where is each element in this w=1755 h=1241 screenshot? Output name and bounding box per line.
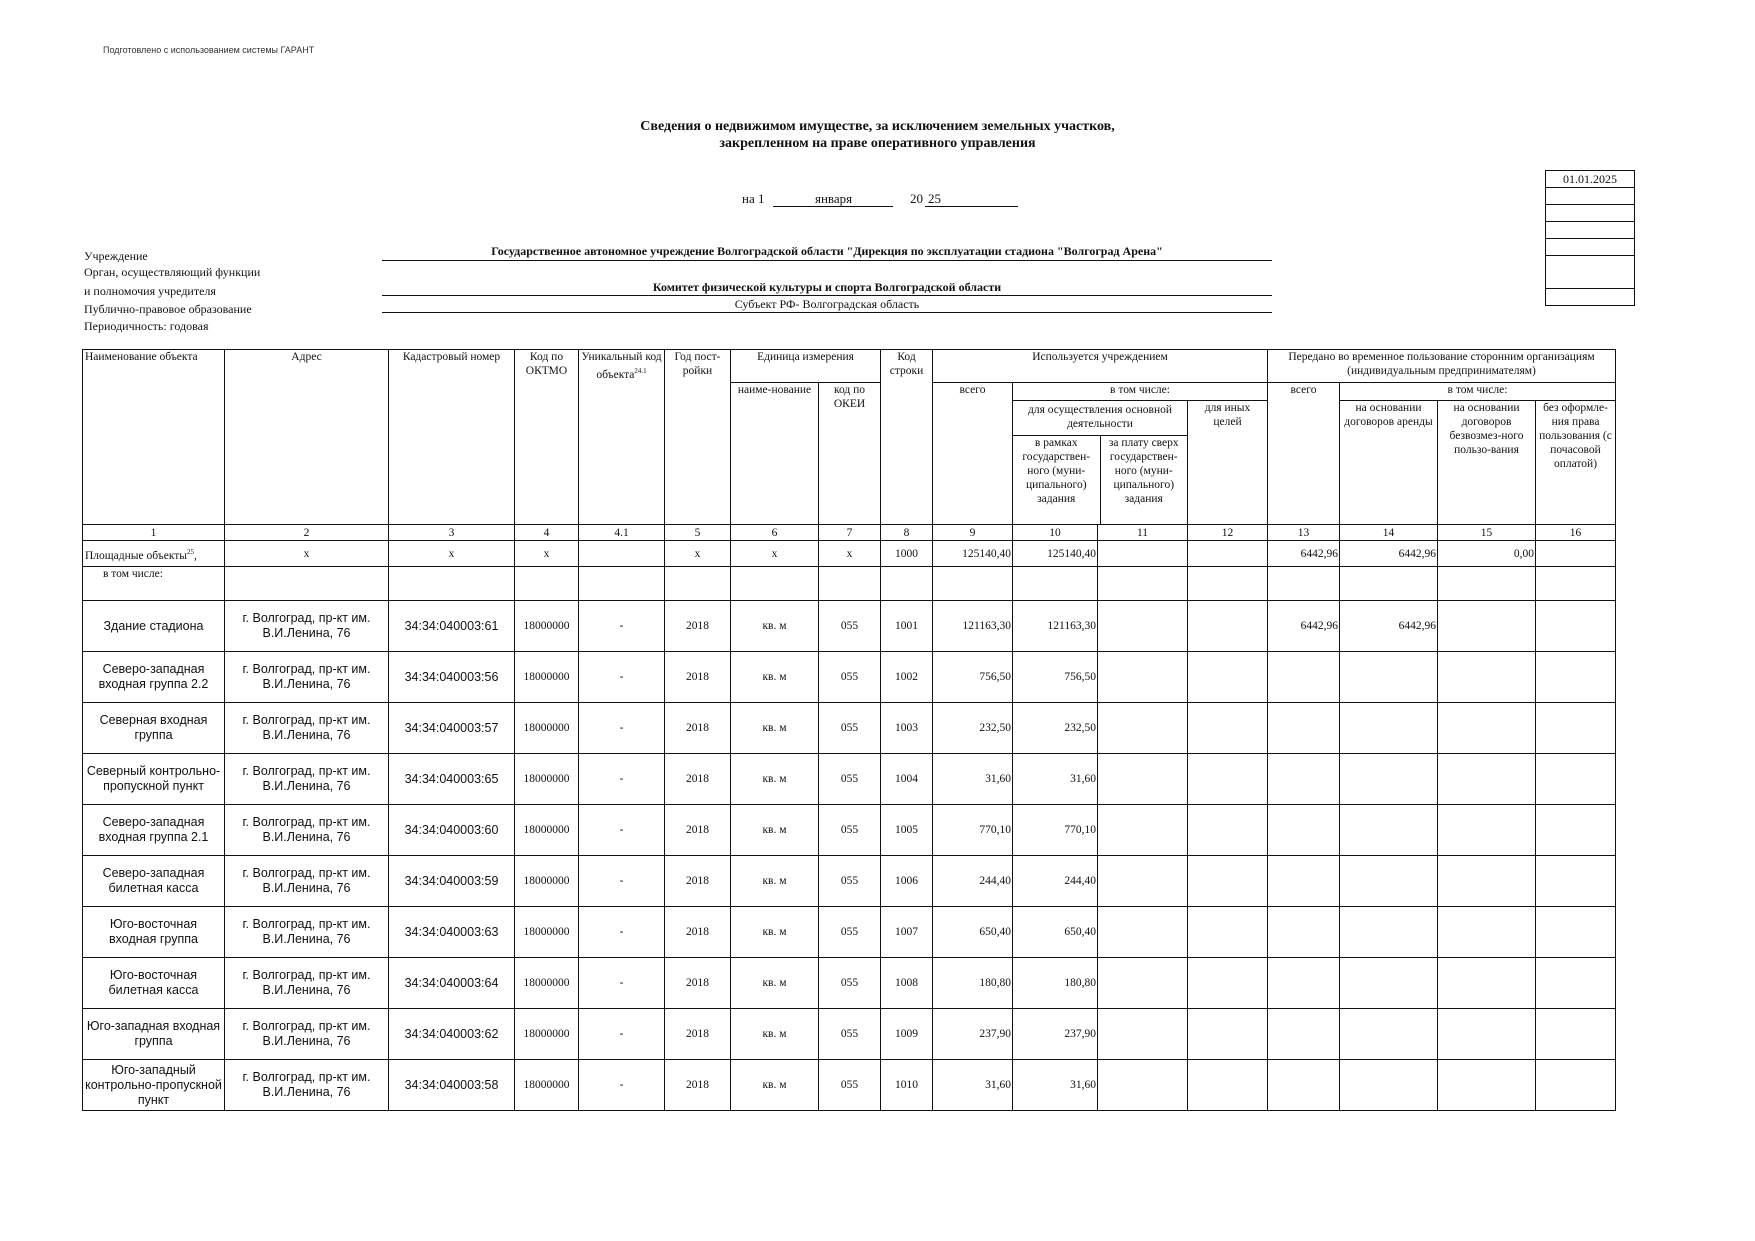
row-transferred-total [1268,907,1340,958]
codes-box [1545,170,1635,306]
row-name: Северный контрольно-пропускной пункт [83,754,225,805]
row-cadastral: 34:34:040003:59 [389,856,515,907]
row-lease [1340,1009,1438,1060]
date-prefix: на 1 [742,191,765,206]
row-unit-code: 055 [819,805,881,856]
hdr-unit-name: наиме-нование [731,383,819,525]
row-unique: - [579,601,665,652]
col-number: 16 [1536,525,1616,541]
row-unit-code: 055 [819,907,881,958]
row-lease [1340,907,1438,958]
row-transferred-total [1268,754,1340,805]
col-number: 5 [665,525,731,541]
hdr-total: всего [933,383,1013,525]
row-unique: - [579,805,665,856]
row-state-task: 756,50 [1013,652,1098,703]
date-month: января [815,191,853,206]
summary-address: x [225,541,389,567]
row-total: 121163,30 [933,601,1013,652]
row-unit-name: кв. м [731,1060,819,1111]
row-total: 244,40 [933,856,1013,907]
row-state-task: 770,10 [1013,805,1098,856]
hdr-unique-code: Уникальный код объекта$^{24.1}$ [579,350,665,525]
row-total: 31,60 [933,1060,1013,1111]
hdr-name: Наименование объекта [83,350,225,525]
row-transferred-total [1268,652,1340,703]
row-lease [1340,856,1438,907]
title-line-2: закрепленном на праве оперативного управления [719,136,1036,151]
date-year: 25 [928,191,941,206]
row-oktmo: 18000000 [515,601,579,652]
col-number: 10 [1013,525,1098,541]
hdr-state-task: в рамках государствен-ного (муни-ципального) задания [1013,436,1101,524]
row-name: Юго-западный контрольно-пропускной пункт [83,1060,225,1111]
row-unit-name: кв. м [731,958,819,1009]
row-transferred-total [1268,958,1340,1009]
col-number: 3 [389,525,515,541]
row-unit-code: 055 [819,703,881,754]
row-unit-code: 055 [819,856,881,907]
row-year: 2018 [665,1009,731,1060]
row-code: 1005 [881,805,933,856]
table-row [83,703,1616,754]
institution-value: Государственное автономное учреждение Волгоградской области "Дирекция по эксплуатации стадиона "Волгоград Арена" [491,244,1163,258]
row-address: г. Волгоград, пр-кт им. В.И.Ленина, 76 [225,805,389,856]
table-row [83,907,1616,958]
row-transferred-total [1268,1009,1340,1060]
public-entity-value: Субъект РФ- Волгоградская область [734,297,920,311]
col-number: 9 [933,525,1013,541]
row-unit-name: кв. м [731,805,819,856]
hdr-other-goals: для иных целей [1188,401,1268,525]
row-address: г. Волгоград, пр-кт им. В.И.Ленина, 76 [225,907,389,958]
row-unique: - [579,754,665,805]
row-cadastral: 34:34:040003:60 [389,805,515,856]
col-number: 15 [1438,525,1536,541]
row-name: Северо-западная входная группа 2.2 [83,652,225,703]
row-unit-code: 055 [819,652,881,703]
row-state-task: 180,80 [1013,958,1098,1009]
row-state-task: 31,60 [1013,1060,1098,1111]
row-cadastral: 34:34:040003:58 [389,1060,515,1111]
row-unit-name: кв. м [731,652,819,703]
row-year: 2018 [665,856,731,907]
row-unit-name: кв. м [731,907,819,958]
table-row [83,856,1616,907]
row-cadastral: 34:34:040003:61 [389,601,515,652]
hdr-transferred-total: всего [1268,383,1340,525]
page-title [0,118,1755,152]
row-cadastral: 34:34:040003:64 [389,958,515,1009]
table-row [83,1009,1616,1060]
row-year: 2018 [665,805,731,856]
col-number: 2 [225,525,389,541]
row-year: 2018 [665,601,731,652]
row-cadastral: 34:34:040003:62 [389,1009,515,1060]
row-oktmo: 18000000 [515,1060,579,1111]
col-number: 8 [881,525,933,541]
periodicity-label: Периодичность: годовая [84,319,209,333]
summary-name: Площадные объекты$^{25}$, [83,541,225,567]
row-oktmo: 18000000 [515,754,579,805]
row-year: 2018 [665,703,731,754]
hdr-lease: на основании договоров аренды [1340,401,1438,525]
row-total: 237,90 [933,1009,1013,1060]
row-name: Юго-восточная входная группа [83,907,225,958]
col-number: 7 [819,525,881,541]
hdr-main-activity: для осуществления основной деятельности [1013,401,1187,436]
row-total: 650,40 [933,907,1013,958]
row-lease [1340,1060,1438,1111]
row-code: 1006 [881,856,933,907]
row-state-task: 232,50 [1013,703,1098,754]
row-unit-name: кв. м [731,856,819,907]
hdr-including: в том числе: [1013,383,1268,401]
row-unit-name: кв. м [731,601,819,652]
summary-cadastral: x [389,541,515,567]
row-transferred-total: 6442,96 [1268,601,1340,652]
row-state-task: 31,60 [1013,754,1098,805]
summary-free-use: 0,00 [1438,541,1536,567]
row-oktmo: 18000000 [515,652,579,703]
row-state-task: 650,40 [1013,907,1098,958]
row-state-task: 237,90 [1013,1009,1098,1060]
hdr-address: Адрес [225,350,389,525]
including-label: в том числе: [83,567,225,601]
summary-row-code: 1000 [881,541,933,567]
summary-lease: 6442,96 [1340,541,1438,567]
row-name: Северо-западная билетная касса [83,856,225,907]
row-unique: - [579,907,665,958]
date-code: 01.01.2025 [1546,171,1634,188]
row-address: г. Волгоград, пр-кт им. В.И.Ленина, 76 [225,601,389,652]
col-number: 1 [83,525,225,541]
row-unique: - [579,652,665,703]
date-year-prefix: 20 [910,191,923,206]
row-year: 2018 [665,907,731,958]
row-unit-code: 055 [819,958,881,1009]
row-year: 2018 [665,1060,731,1111]
summary-state-task: 125140,40 [1013,541,1098,567]
row-unit-name: кв. м [731,754,819,805]
row-unit-code: 055 [819,1009,881,1060]
row-state-task: 121163,30 [1013,601,1098,652]
row-code: 1001 [881,601,933,652]
hdr-transferred-including: в том числе: [1340,383,1616,401]
row-code: 1004 [881,754,933,805]
row-unit-code: 055 [819,601,881,652]
hdr-used-by: Используется учреждением [933,350,1268,383]
hdr-main-activity-group [1013,401,1188,525]
hdr-no-right: без оформле-ния права пользования (с почасовой оплатой) [1536,401,1616,525]
row-unique: - [579,1009,665,1060]
row-lease [1340,958,1438,1009]
authority-value: Комитет физической культуры и спорта Волгоградской области [652,280,1002,294]
row-unit-code: 055 [819,1060,881,1111]
row-lease [1340,805,1438,856]
row-code: 1007 [881,907,933,958]
row-oktmo: 18000000 [515,958,579,1009]
summary-unit-code: x [819,541,881,567]
row-address: г. Волгоград, пр-кт им. В.И.Ленина, 76 [225,703,389,754]
row-code: 1008 [881,958,933,1009]
summary-transferred-total: 6442,96 [1268,541,1340,567]
row-name: Северная входная группа [83,703,225,754]
authority-label-2: и полномочия учредителя [84,284,216,298]
row-oktmo: 18000000 [515,805,579,856]
table-row [83,958,1616,1009]
row-state-task: 244,40 [1013,856,1098,907]
row-name: Здание стадиона [83,601,225,652]
summary-total: 125140,40 [933,541,1013,567]
hdr-row-code: Код строки [881,350,933,525]
row-address: г. Волгоград, пр-кт им. В.И.Ленина, 76 [225,1009,389,1060]
row-name: Юго-западная входная группа [83,1009,225,1060]
row-lease [1340,652,1438,703]
row-oktmo: 18000000 [515,907,579,958]
row-unique: - [579,958,665,1009]
table-row [83,805,1616,856]
hdr-transferred: Передано во временное пользование сторонним организациям (индивидуальным предпринимателям) [1268,350,1616,383]
row-address: г. Волгоград, пр-кт им. В.И.Ленина, 76 [225,958,389,1009]
institution-label: Учреждение [84,249,148,263]
row-name: Юго-восточная билетная касса [83,958,225,1009]
hdr-oktmo: Код по ОКТМО [515,350,579,525]
hdr-paid-over: за плату сверх государствен-ного (муни-ципального) задания [1108,437,1179,505]
table-row [83,1060,1616,1111]
row-code: 1003 [881,703,933,754]
table-row [83,754,1616,805]
summary-unit-name: x [731,541,819,567]
col-number: 6 [731,525,819,541]
row-transferred-total [1268,805,1340,856]
row-cadastral: 34:34:040003:57 [389,703,515,754]
authority-label-1: Орган, осуществляющий функции [84,265,261,279]
row-unique: - [579,856,665,907]
table-row [83,652,1616,703]
row-total: 756,50 [933,652,1013,703]
row-address: г. Волгоград, пр-кт им. В.И.Ленина, 76 [225,652,389,703]
row-unique: - [579,1060,665,1111]
row-total: 770,10 [933,805,1013,856]
row-cadastral: 34:34:040003:65 [389,754,515,805]
col-number: 12 [1188,525,1268,541]
row-transferred-total [1268,703,1340,754]
row-oktmo: 18000000 [515,703,579,754]
row-oktmo: 18000000 [515,856,579,907]
row-unit-name: кв. м [731,703,819,754]
row-name: Северо-западная входная группа 2.1 [83,805,225,856]
hdr-unit: Единица измерения [731,350,881,383]
hdr-free-use: на основании договоров безвозмез-ного пользо-вания [1438,401,1536,525]
row-lease [1340,754,1438,805]
col-number: 14 [1340,525,1438,541]
row-code: 1009 [881,1009,933,1060]
row-total: 180,80 [933,958,1013,1009]
row-transferred-total [1268,1060,1340,1111]
summary-year: x [665,541,731,567]
garant-note: Подготовлено с использованием системы ГАРАНТ [103,45,315,55]
row-lease [1340,703,1438,754]
summary-unique [579,541,665,567]
row-year: 2018 [665,754,731,805]
row-unique: - [579,703,665,754]
row-year: 2018 [665,652,731,703]
public-entity-label: Публично-правовое образование [84,302,252,316]
row-address: г. Волгоград, пр-кт им. В.И.Ленина, 76 [225,1060,389,1111]
row-unit-name: кв. м [731,1009,819,1060]
col-number: 4.1 [579,525,665,541]
row-year: 2018 [665,958,731,1009]
property-table [82,349,1616,1111]
hdr-year: Год пост-ройки [665,350,731,525]
row-total: 232,50 [933,703,1013,754]
row-cadastral: 34:34:040003:63 [389,907,515,958]
row-lease: 6442,96 [1340,601,1438,652]
table-row [83,601,1616,652]
summary-oktmo: x [515,541,579,567]
hdr-unit-code: код по ОКЕИ [819,383,881,525]
col-number: 4 [515,525,579,541]
row-oktmo: 18000000 [515,1009,579,1060]
row-address: г. Волгоград, пр-кт им. В.И.Ленина, 76 [225,754,389,805]
row-transferred-total [1268,856,1340,907]
col-number: 11 [1098,525,1188,541]
title-line-1: Сведения о недвижимом имуществе, за исключением земельных участков, [640,119,1115,134]
row-address: г. Волгоград, пр-кт им. В.И.Ленина, 76 [225,856,389,907]
col-number: 13 [1268,525,1340,541]
row-total: 31,60 [933,754,1013,805]
row-unit-code: 055 [819,754,881,805]
hdr-cadastral: Кадастровый номер [389,350,515,525]
row-code: 1010 [881,1060,933,1111]
row-cadastral: 34:34:040003:56 [389,652,515,703]
row-code: 1002 [881,652,933,703]
